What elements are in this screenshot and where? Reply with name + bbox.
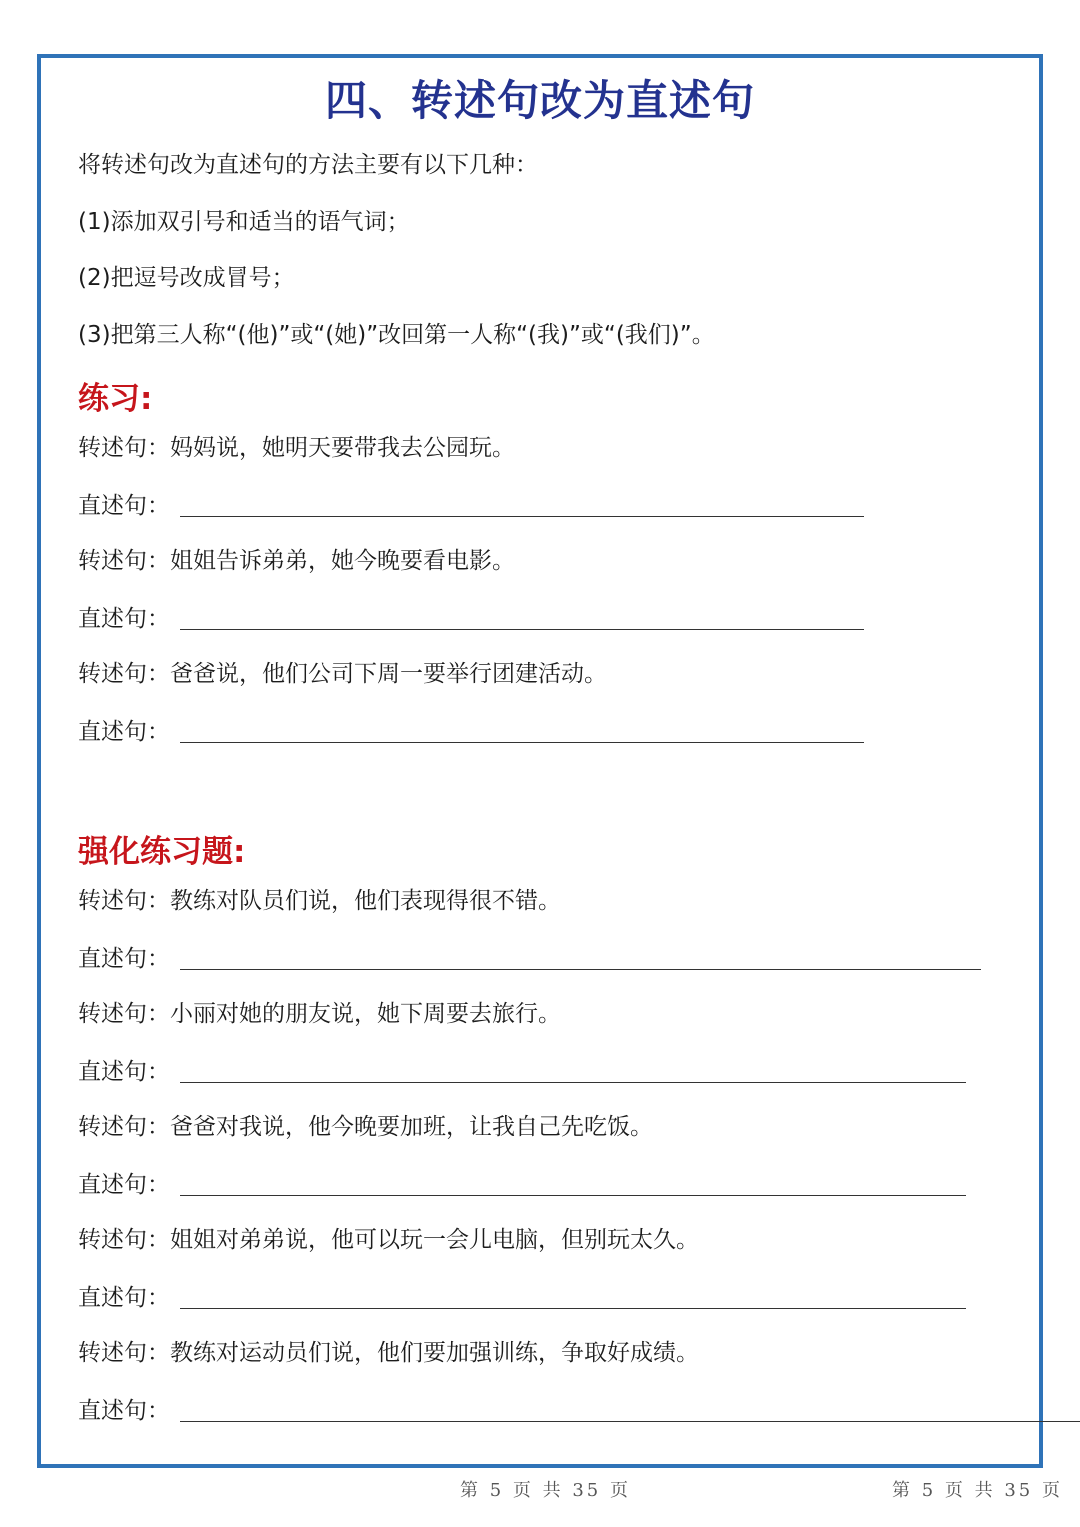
advanced-answer-line-1[interactable] [180,969,981,970]
advanced-answer-line-4[interactable] [180,1308,966,1309]
page-title: 四、转述句改为直述句 [324,76,755,125]
advanced-indirect-4: 转述句：姐姐对弟弟说，他可以玩一会儿电脑，但别玩太久。 [78,1227,699,1253]
intro-text: 将转述句改为直述句的方法主要有以下几种： [78,152,538,178]
practice-direct-label-1: 直述句： [78,493,170,519]
advanced-indirect-2: 转述句：小丽对她的朋友说，她下周要去旅行。 [78,1001,561,1027]
advanced-direct-label-5: 直述句： [78,1398,170,1424]
rule-2: (2)把逗号改成冒号； [78,265,295,291]
footer-page-number-right: 第 5 页 共 35 页 [892,1480,1063,1501]
footer-page-number-left: 第 5 页 共 35 页 [460,1480,631,1501]
advanced-direct-label-2: 直述句： [78,1059,170,1085]
advanced-indirect-5: 转述句：教练对运动员们说，他们要加强训练，争取好成绩。 [78,1340,699,1366]
practice-answer-line-2[interactable] [180,629,864,630]
advanced-answer-line-5[interactable] [180,1421,1080,1422]
advanced-indirect-1: 转述句：教练对队员们说，他们表现得很不错。 [78,888,561,914]
rule-1: (1)添加双引号和适当的语气词； [78,209,410,235]
advanced-direct-label-1: 直述句： [78,946,170,972]
practice-answer-line-3[interactable] [180,742,864,743]
practice-direct-label-3: 直述句： [78,719,170,745]
advanced-indirect-3: 转述句：爸爸对我说，他今晚要加班，让我自己先吃饭。 [78,1114,653,1140]
rule-3: (3)把第三人称“(他)”或“(她)”改回第一人称“(我)”或“(我们)”。 [78,322,715,348]
advanced-answer-line-2[interactable] [180,1082,966,1083]
practice-heading: 练习: [78,381,153,417]
practice-indirect-1: 转述句：妈妈说，她明天要带我去公园玩。 [78,435,515,461]
advanced-direct-label-3: 直述句： [78,1172,170,1198]
advanced-heading: 强化练习题: [78,834,246,870]
practice-indirect-2: 转述句：姐姐告诉弟弟，她今晚要看电影。 [78,548,515,574]
advanced-direct-label-4: 直述句： [78,1285,170,1311]
practice-direct-label-2: 直述句： [78,606,170,632]
advanced-answer-line-3[interactable] [180,1195,966,1196]
practice-answer-line-1[interactable] [180,516,864,517]
practice-indirect-3: 转述句：爸爸说，他们公司下周一要举行团建活动。 [78,661,607,687]
